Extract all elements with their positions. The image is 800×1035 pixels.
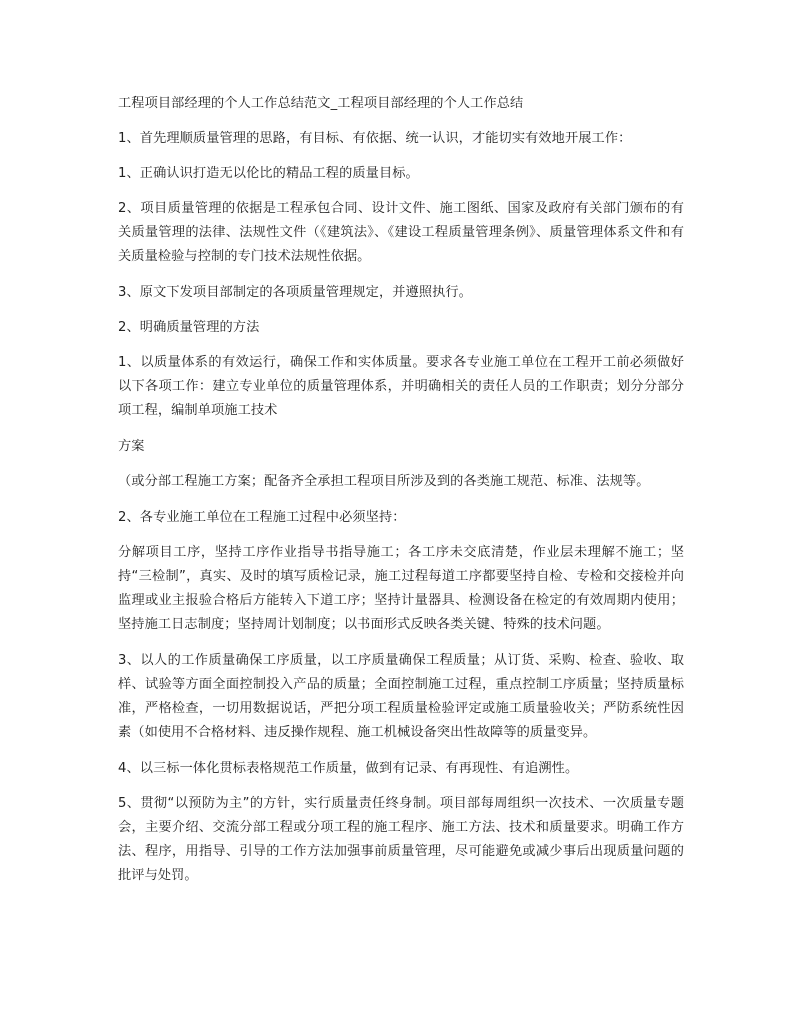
paragraph: 5、贯彻“以预防为主”的方针，实行质量责任终身制。项目部每周组织一次技术、一次质量专题会，主要介绍、交流分部工程或分项工程的施工程序、施工方法、技术和质量要求。明确工作方法、程序，用指导、引导的工作方法加强事前质量管理，尽可能避免或减少事后出现质量问题的批评与处罚。 bbox=[118, 796, 684, 883]
paragraph: 分解项目工序，坚持工序作业指导书指导施工；各工序未交底清楚，作业层未理解不施工；坚持“三检制”，真实、及时的填写质检记录，施工过程每道工序都要坚持自检、专检和交接检并向监理或业主报验合格后方能转入下道工序；坚持计量器具、检测设备在检定的有效周期内使用；坚持施工日志制度；坚持周计划制度；以书面形式反映各类关键、特殊的技术问题。 bbox=[118, 545, 684, 632]
paragraph: 3、原文下发项目部制定的各项质量管理规定，并遵照执行。 bbox=[118, 285, 472, 300]
paragraph: 2、项目质量管理的依据是工程承包合同、设计文件、施工图纸、国家及政府有关部门颁布的有关质量管理的法律、法规性文件（《建筑法》、《建设工程质量管理条例》、质量管理体系文件和有关质量检验与控制的专门技术法规性依据。 bbox=[118, 201, 684, 264]
paragraph: 2、各专业施工单位在工程施工过程中必须坚持： bbox=[118, 510, 406, 525]
paragraph: 2、明确质量管理的方法 bbox=[118, 320, 260, 335]
paragraph: 1、正确认识打造无以伦比的精品工程的质量目标。 bbox=[118, 166, 419, 181]
paragraph: 方案 bbox=[118, 439, 145, 454]
document-title: 工程项目部经理的个人工作总结范文_工程项目部经理的个人工作总结 bbox=[118, 96, 524, 111]
paragraph: 1、首先理顺质量管理的思路，有目标、有依据、统一认识，才能切实有效地开展工作： bbox=[118, 131, 632, 146]
document-body bbox=[118, 92, 684, 900]
paragraph: 4、以三标一体化贯标表格规范工作质量，做到有记录、有再现性、有追溯性。 bbox=[118, 761, 579, 776]
paragraph: 1、以质量体系的有效运行，确保工作和实体质量。要求各专业施工单位在工程开工前必须做好以下各项工作：建立专业单位的质量管理体系，并明确相关的责任人员的工作职责；划分分部分项工程，编制单项施工技术 bbox=[118, 355, 684, 418]
paragraph: （或分部工程施工方案；配备齐全承担工程项目所涉及到的各类施工规范、标准、法规等。 bbox=[118, 474, 650, 489]
paragraph: 3、以人的工作质量确保工序质量，以工序质量确保工程质量；从订货、采购、检查、验收、取样、试验等方面全面控制投入产品的质量；全面控制施工过程，重点控制工序质量；坚持质量标准，严格检查，一切用数据说话，严把分项工程质量检验评定或施工质量验收关；严防系统性因素（如使用不合格材料、违反操作规程、施工机械设备突出性故障等的质量变异。 bbox=[118, 653, 684, 740]
